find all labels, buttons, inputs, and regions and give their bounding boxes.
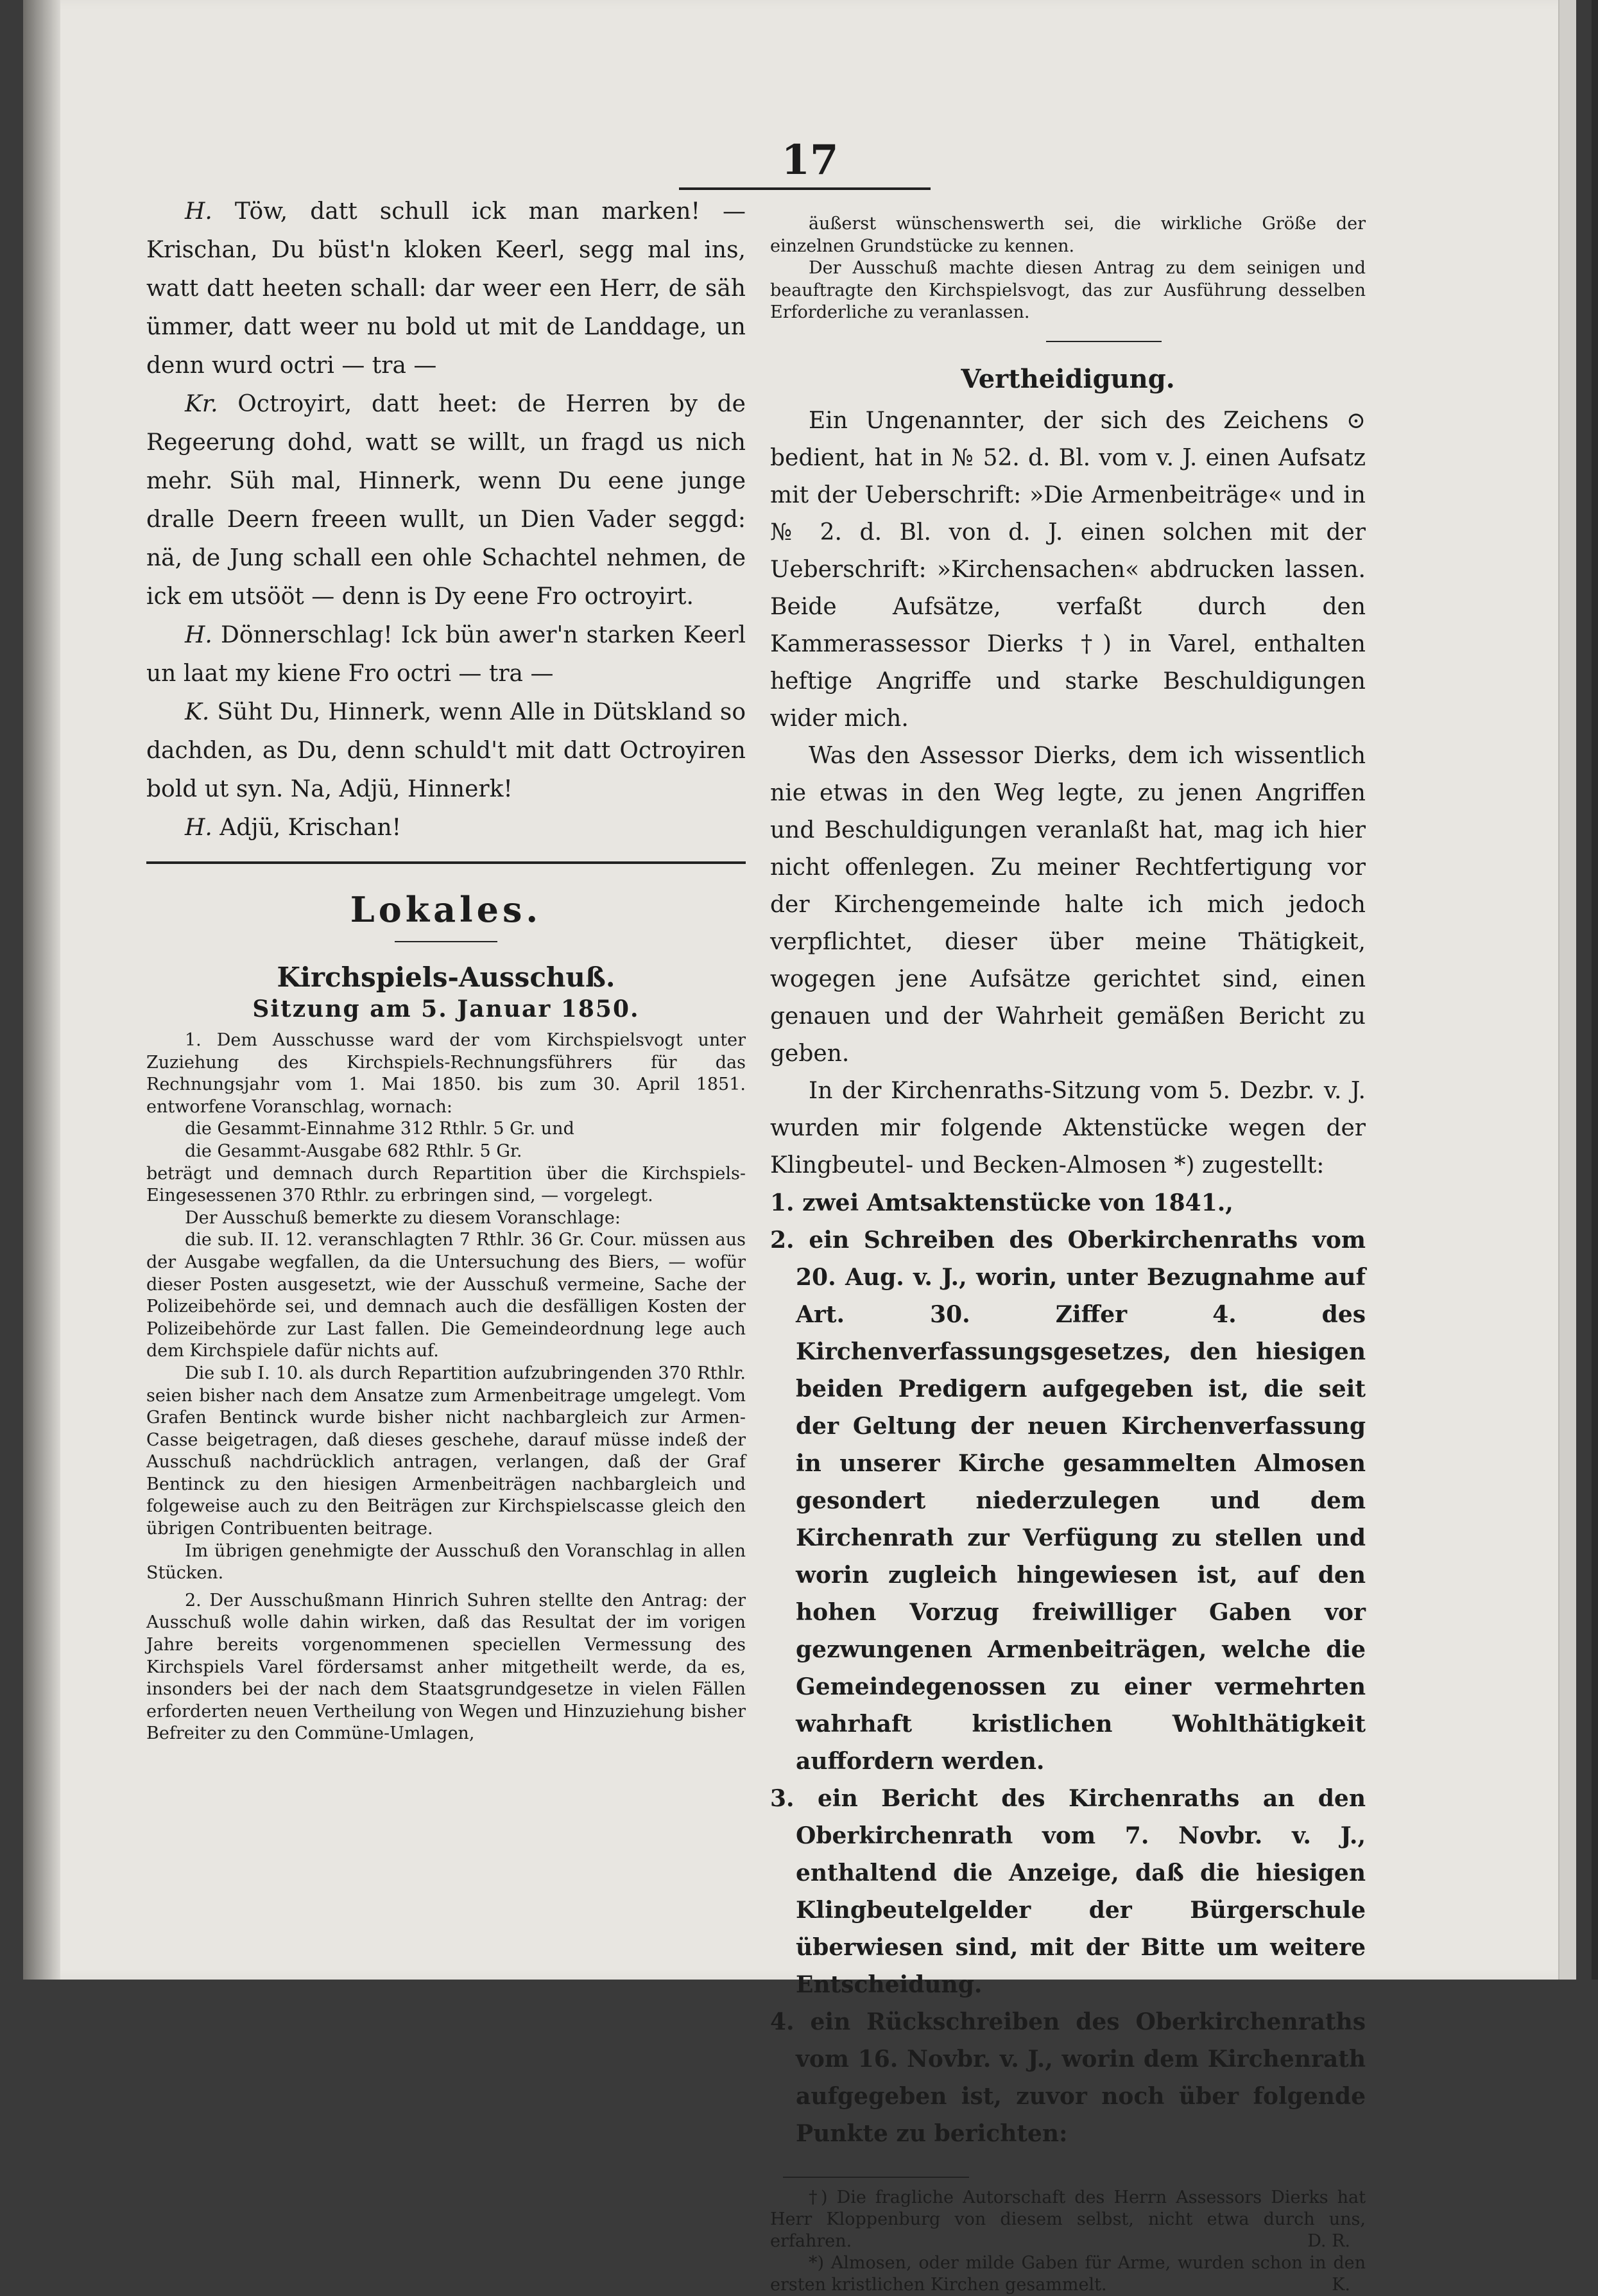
dialogue-line bbox=[146, 193, 746, 385]
dialogue-speaker: H. bbox=[185, 622, 212, 648]
continuation-text: äußerst wünschenswerth sei, die wirkliche Größe der einzelnen Grundstücke zu kennen. bbox=[770, 214, 1366, 256]
article-paragraph-3: In der Kirchenraths-Sitzung vom 5. Dezbr. v. J. wurden mir folgende Aktenstücke wegen der Klingbeutel- und Becken-Almosen *) zugestellt: bbox=[770, 1077, 1366, 1178]
dialogue-line bbox=[146, 809, 746, 847]
continuation-text-2: Der Ausschuß machte diesen Antrag zu dem seinigen und beauftragte den Kirchspielsvogt, das zur Ausführung desselben Erforderliche zu veranlassen. bbox=[770, 258, 1366, 323]
article-paragraph-2: Was den Assessor Dierks, dem ich wissentlich nie etwas in den Weg legte, zu jenen Angriffen und Beschuldigungen veranlaßt hat, mag ich hier nicht offenlegen. Zu meiner Rechtfertigung vor der Kirchengemeinde halte ich mich jedoch verpflichtet, dieser über meine Thätigkeit, wogegen jene Aufsätze gerichtet sind, einen genauen und der Wahrheit gemäßen Bericht zu geben. bbox=[770, 742, 1366, 1067]
dialogue-line bbox=[146, 693, 746, 809]
dialogue-text: Adjü, Krischan! bbox=[219, 815, 402, 841]
item-1-remark: Der Ausschuß bemerkte zu diesem Voranschlage: bbox=[185, 1207, 621, 1228]
budget-income: die Gesammt-Einnahme 312 Rthlr. 5 Gr. und bbox=[185, 1119, 574, 1139]
item-1-sub: die sub. II. 12. veranschlagten 7 Rthlr. 36 Gr. Cour. müssen aus der Ausgabe wegfallen, da die Untersuchung des Biers, — wofür dieser Posten ausgesetzt, wie der Ausschuß vermeine, Sache der Polizeibehörde sei, und demnach auch die desfälligen Kosten der Polizeibehörde zur Last fallen. Die Gemeindeordnung lege auch dem Kirchspiele dafür nichts auf. bbox=[146, 1230, 746, 1361]
dialogue-text: Octroyirt, datt heet: de Herren by de Regeerung dohd, watt se willt, un fragd us nich mehr. Süh mal, Hinnerk, wenn Du eene junge dralle Deern freeen wullt, un Dien Vader seggd: nä, de Jung schall een ohle Schachtel nehmen, de ick em utsööt — denn is Dy eene Fro octroyirt. bbox=[146, 391, 746, 610]
list-item: 2. ein Schreiben des Oberkirchenraths vom 20. Aug. v. J., worin, unter Bezugnahme auf Art. 30. Ziffer 4. des Kirchenverfassungsgesetzes, den hiesigen beiden Predigern aufgegeben ist, die seit der Geltung der neuen Kirchenverfassung in unserer Kirche gesammelten Almosen gesondert niederzulegen und dem Kirchenrath zur Verfügung zu stellen und worin zugleich hingewiesen ist, auf den hohen Vorzug freiwilliger Gaben vor gezwungenen Armenbeiträgen, welche die Gemeindegenossen zu einer vermehrten wahrhaft kristlichen Wohlthätigkeit auffordern werden. bbox=[770, 1226, 1366, 1775]
article-heading: Vertheidigung. bbox=[961, 363, 1175, 394]
footnote-1 bbox=[770, 2187, 1366, 2252]
session-line: Sitzung am 5. Januar 1850. bbox=[252, 996, 640, 1023]
item-1-paragraph-2: Die sub I. 10. als durch Repartition aufzubringenden 370 Rthlr. seien bisher nach dem Ansatze zum Armenbeitrage umgelegt. Vom Grafen Bentinck wurde bisher nicht nachbargleich zur Armen-Casse beigetragen, daß dieses geschehe, darauf müsse indeß der Ausschuß nachdrücklich antragen, verlangen, daß der Graf Bentinck zu den hiesigen Armenbeiträgen nachbargleich und folgeweise auch zu den Beiträgen zur Kirchspielscasse gleich den übrigen Contribuenten beitrage. bbox=[146, 1363, 746, 1539]
footnote-2 bbox=[770, 2252, 1366, 2296]
right-column bbox=[770, 213, 1366, 2296]
subsection-title: Kirchspiels-Ausschuß. bbox=[277, 962, 615, 993]
footnote-2-signature: K. bbox=[1332, 2274, 1350, 2295]
budget-expense: die Gesammt-Ausgabe 682 Rthlr. 5 Gr. bbox=[185, 1141, 522, 1161]
dialogue-text: Töw, datt schull ick man marken! — Krischan, Du büst'n kloken Keerl, segg mal ins, watt datt heeten schall: dar weer een Herr, de säh ümmer, datt weer nu bold ut mit de Landdage, un denn wurd octri — tra — bbox=[146, 198, 746, 379]
section-divider bbox=[146, 861, 746, 864]
section-title: Lokales. bbox=[350, 889, 542, 930]
title-underline bbox=[395, 941, 497, 942]
dialogue-speaker: K. bbox=[185, 699, 210, 725]
item-1-intro: 1. Dem Ausschusse ward der vom Kirchspielsvogt unter Zuziehung des Kirchspiels-Rechnungsführers für das Rechnungsjahr vom 1. Mai 1850. bis zum 30. April 1851. entworfene Voranschlag, wornach: bbox=[146, 1030, 746, 1117]
article-divider bbox=[1046, 341, 1162, 342]
footnote-divider bbox=[783, 2177, 969, 2178]
dialogue-speaker: Kr. bbox=[185, 391, 218, 417]
dialogue-speaker: H. bbox=[185, 198, 212, 225]
page-number-rule bbox=[679, 187, 931, 190]
item-1-continuation: beträgt und demnach durch Repartition über die Kirchspiels-Eingesessenen 370 Rthlr. zu erbringen sind, — vorgelegt. bbox=[146, 1163, 746, 1206]
footnote-1-text: †) Die fragliche Autorschaft des Herrn Assessors Dierks hat Herr Kloppenburg von diesem selbst, nicht etwa durch uns, erfahren. bbox=[770, 2187, 1366, 2251]
page-edge bbox=[1558, 0, 1576, 1980]
footnote-1-signature: D. R. bbox=[1307, 2231, 1350, 2251]
left-column bbox=[146, 193, 746, 1745]
page-fold-shadow bbox=[23, 0, 60, 1980]
item-2: 2. Der Ausschußmann Hinrich Suhren stellte den Antrag: der Ausschuß wolle dahin wirken, daß das Resultat der im vorigen Jahre bereits vorgenommenen speciellen Vermessung des Kirchspiels Varel fördersamst anher mitgetheilt werde, da es, insonders bei der nach dem Staatsgrundgesetze in vielen Fällen erforderten neuen Vertheilung von Wegen und Hinzuziehung bisher Befreiter zu den Commüne-Umlagen, bbox=[146, 1590, 746, 1744]
list-item: 4. ein Rückschreiben des Oberkirchenraths vom 16. Novbr. v. J., worin dem Kirchenrath aufgegeben ist, zuvor noch über folgende Punkte zu berichten: bbox=[770, 2008, 1366, 2147]
item-1-paragraph-3: Im übrigen genehmigte der Ausschuß den Voranschlag in allen Stücken. bbox=[146, 1541, 746, 1584]
dialogue-text: Süht Du, Hinnerk, wenn Alle in Dütskland so dachden, as Du, denn schuld't mit datt Octroyiren bold ut syn. Na, Adjü, Hinnerk! bbox=[146, 699, 746, 802]
list-item: 3. ein Bericht des Kirchenraths an den Oberkirchenrath vom 7. Novbr. v. J., enthaltend die Anzeige, daß die hiesigen Klingbeutelgelder der Bürgerschule überwiesen sind, mit der Bitte um weitere Entscheidung. bbox=[770, 1784, 1366, 1998]
article-paragraph-1: Ein Ungenannter, der sich des Zeichens ⊙ bedient, hat in № 52. d. Bl. vom v. J. einen Aufsatz mit der Ueberschrift: »Die Armenbeiträge« und in № 2. d. Bl. von d. J. einen solchen mit der Ueberschrift: »Kirchensachen« abdrucken lassen. Beide Aufsätze, verfaßt durch den Kammerassessor Dierks †) in Varel, enthalten heftige Angriffe und starke Beschuldigungen wider mich. bbox=[770, 407, 1366, 732]
dialogue-speaker: H. bbox=[185, 815, 212, 841]
scan-border bbox=[1592, 0, 1598, 1980]
dialogue-line bbox=[146, 385, 746, 616]
list-item: 1. zwei Amtsaktenstücke von 1841., bbox=[770, 1189, 1233, 1216]
dialogue-line bbox=[146, 616, 746, 693]
page-number: 17 bbox=[781, 136, 839, 184]
dialogue-text: Dönnerschlag! Ick bün awer'n starken Keerl un laat my kiene Fro octri — tra — bbox=[146, 622, 746, 687]
footnote-2-text: *) Almosen, oder milde Gaben für Arme, wurden schon in den ersten kristlichen Kirchen gesammelt. bbox=[770, 2252, 1366, 2295]
